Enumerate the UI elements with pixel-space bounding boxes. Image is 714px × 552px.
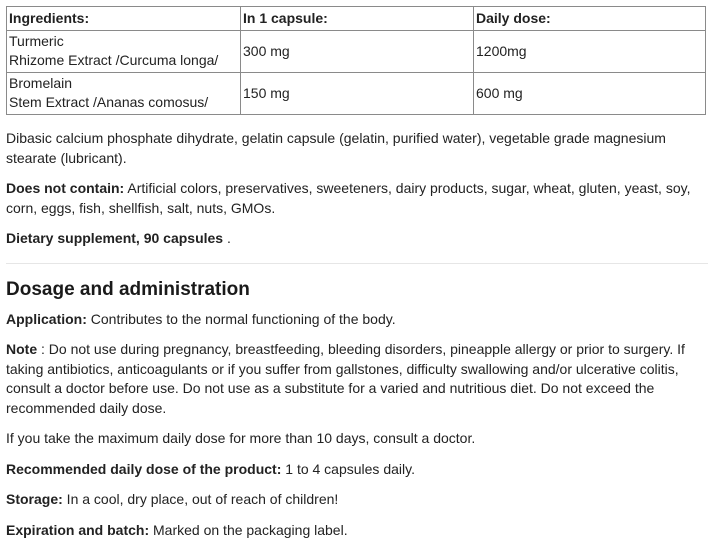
ingredient-name: Turmeric (9, 33, 64, 49)
column-header-ingredients: Ingredients: (7, 7, 241, 31)
ingredient-name: Bromelain (9, 75, 73, 91)
per-capsule-cell: 150 mg (241, 73, 474, 115)
note-label: Note (6, 341, 38, 357)
table-header-row (7, 7, 706, 31)
table-row (7, 73, 706, 115)
max-dose-text: If you take the maximum daily dose for more than 10 days, consult a doctor. (6, 430, 476, 446)
ingredient-source: Stem Extract /Ananas comosus/ (9, 94, 209, 110)
does-not-contain-label: Does not contain: (6, 180, 125, 196)
expiration-paragraph (6, 521, 708, 541)
daily-dose-cell: 1200mg (474, 31, 706, 73)
application-text: Contributes to the normal functioning of the body. (86, 310, 396, 327)
expiration-label: Expiration and batch: (6, 521, 150, 538)
does-not-contain-text: Artificial colors, preservatives, sweeteners, dairy products, sugar, wheat, gluten, yeast, soy, corn, eggs, fish, shellfish, salt, nuts, GMOs. (6, 180, 691, 216)
supplement-suffix: . (223, 230, 231, 246)
recommended-dose-label: Recommended daily dose of the product: (6, 460, 282, 477)
supplement-paragraph (6, 229, 708, 249)
recommended-dose-paragraph (6, 460, 708, 480)
column-header-per-capsule: In 1 capsule: (241, 7, 474, 31)
product-info-page (6, 0, 708, 540)
excipients-text: Dibasic calcium phosphate dihydrate, gelatin capsule (gelatin, purified water), vegetable grade magnesium stearate (lubricant). (6, 130, 666, 166)
ingredients-table (6, 6, 706, 115)
column-header-daily-dose: Daily dose: (474, 7, 706, 31)
per-capsule-cell: 300 mg (241, 31, 474, 73)
ingredient-source: Rhizome Extract /Curcuma longa/ (9, 52, 219, 68)
ingredient-name-cell (7, 31, 241, 73)
application-label: Application: (6, 310, 87, 327)
table-row (7, 31, 706, 73)
storage-label: Storage: (6, 491, 63, 507)
does-not-contain-paragraph (6, 179, 708, 218)
expiration-text: Marked on the packaging label. (149, 521, 348, 538)
application-paragraph (6, 310, 708, 330)
recommended-dose-text: 1 to 4 capsules daily. (281, 460, 415, 477)
daily-dose-cell: 600 mg (474, 73, 706, 115)
storage-text: In a cool, dry place, out of reach of children! (62, 491, 339, 507)
note-paragraph (6, 340, 708, 418)
section-divider (6, 263, 708, 264)
ingredient-name-cell (7, 73, 241, 115)
supplement-label: Dietary supplement, 90 capsules (6, 230, 224, 246)
note-text: : Do not use during pregnancy, breastfeeding, bleeding disorders, pineapple allergy or prior to surgery. If taking antibiotics, anticoagulants or if you suffer from gallstones, difficulty swallowing and/or ulcerative colitis, consult a doctor before use. Do not use as a substitute for a varied and nutritious diet. Do not exceed the recommended daily dose. (6, 341, 685, 416)
dosage-heading: Dosage and administration (6, 278, 250, 300)
storage-paragraph (6, 490, 708, 510)
